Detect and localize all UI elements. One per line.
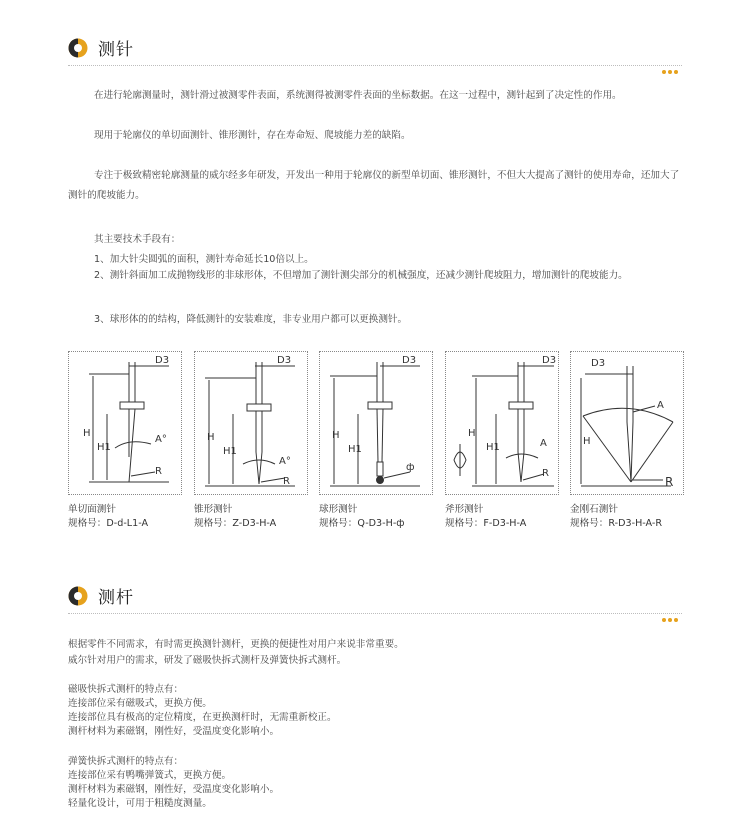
caption-name: 锥形测针 bbox=[194, 504, 233, 515]
magnetic-item: 连接部位具有极高的定位精度，在更换测杆时，无需重新校正。 bbox=[68, 712, 337, 723]
diagram-caption bbox=[319, 503, 405, 531]
section-divider bbox=[68, 65, 682, 66]
section-logo-icon bbox=[68, 38, 88, 58]
label-h: H bbox=[83, 428, 91, 439]
caption-name: 斧形测针 bbox=[445, 504, 484, 515]
label-r: R bbox=[542, 468, 549, 479]
rod-intro: 威尔针对用户的需求，研发了磁吸快拆式测杆及弹簧快拆式测杆。 bbox=[68, 655, 347, 666]
label-h: H bbox=[207, 432, 215, 443]
label-d3: D3 bbox=[542, 355, 557, 366]
spring-item: 连接部位采有鸭嘴弹簧式，更换方便。 bbox=[68, 770, 232, 781]
section-dots-icon bbox=[660, 607, 678, 626]
label-angle: A bbox=[540, 438, 547, 449]
spring-item: 轻量化设计，可用于粗糙度测量。 bbox=[68, 798, 212, 809]
section-dots-icon bbox=[660, 59, 678, 78]
caption-spec: 规格号：D-d-L1-A bbox=[68, 518, 149, 529]
label-h1: H1 bbox=[348, 444, 362, 455]
stylus-paragraph: 现用于轮廓仪的单切面测针、锥形测针，存在寿命短、爬坡能力差的缺陷。 bbox=[94, 130, 411, 141]
section-title: 测针 bbox=[98, 40, 134, 60]
label-h: H bbox=[583, 436, 591, 447]
label-h1: H1 bbox=[486, 442, 500, 453]
label-r: R bbox=[665, 475, 674, 489]
label-h1: H1 bbox=[97, 442, 111, 453]
label-angle: A bbox=[657, 400, 664, 411]
diagram-caption bbox=[68, 503, 148, 531]
label-r: R bbox=[155, 466, 162, 477]
section-logo-icon bbox=[68, 586, 88, 606]
stylus-paragraph: 在进行轮廓测量时，测针滑过被测零件表面，系统测得被测零件表面的坐标数据。在这一过程中，测针起到了决定性的作用。 bbox=[94, 90, 622, 101]
label-h: H bbox=[332, 430, 340, 441]
magnetic-item: 连接部位采有磁吸式，更换方便。 bbox=[68, 698, 212, 709]
tech-item: 3、球形体的的结构，降低测针的安装难度，非专业用户都可以更换测针。 bbox=[94, 314, 408, 325]
diagram-caption bbox=[194, 503, 276, 531]
spring-title: 弹簧快拆式测杆的特点有： bbox=[68, 756, 184, 767]
label-d3: D3 bbox=[277, 355, 292, 366]
tech-title: 其主要技术手段有： bbox=[94, 234, 181, 245]
label-h: H bbox=[468, 428, 476, 439]
label-angle: A° bbox=[155, 434, 167, 445]
caption-name: 单切面测针 bbox=[68, 504, 116, 515]
diagram-single-cut-stylus bbox=[68, 351, 182, 495]
magnetic-title: 磁吸快拆式测杆的特点有： bbox=[68, 684, 184, 695]
caption-spec: 规格号：Z-D3-H-A bbox=[194, 518, 277, 529]
tech-item: 2、测针斜面加工成抛物线形的非球形体，不但增加了测针测尖部分的机械强度，还减少测针爬坡阻力，增加测针的爬坡能力。 bbox=[94, 270, 628, 281]
diagram-cone-stylus bbox=[194, 351, 308, 495]
stylus-paragraph: 专注于极致精密轮廓测量的威尔经多年研发，开发出一种用于轮廓仪的新型单切面、锥形测针，不但大大提高了测针的使用寿命，还加大了测针的爬坡能力。 bbox=[68, 170, 680, 201]
caption-spec: 规格号：F-D3-H-A bbox=[445, 518, 527, 529]
diagram-diamond-stylus bbox=[570, 351, 684, 495]
section-title: 测杆 bbox=[98, 588, 134, 608]
magnetic-item: 测杆材料为素磁钢，刚性好，受温度变化影响小。 bbox=[68, 726, 280, 737]
diagram-ball-stylus bbox=[319, 351, 433, 495]
label-angle: A° bbox=[279, 456, 291, 467]
diagram-caption bbox=[570, 503, 662, 531]
diagram-caption bbox=[445, 503, 526, 531]
label-d3: D3 bbox=[591, 358, 606, 369]
section-header-rod bbox=[68, 582, 682, 622]
spring-item: 测杆材料为素磁钢，刚性好，受温度变化影响小。 bbox=[68, 784, 280, 795]
caption-spec: 规格号：Q-D3-H-ф bbox=[319, 518, 405, 529]
caption-name: 金刚石测针 bbox=[570, 504, 618, 515]
caption-spec: 规格号：R-D3-H-A-R bbox=[570, 518, 663, 529]
label-r: R bbox=[283, 476, 290, 487]
diagram-axe-stylus bbox=[445, 351, 559, 495]
rod-intro: 根据零件不同需求，有时需更换测针测杆，更换的便捷性对用户来说非常重要。 bbox=[68, 639, 404, 650]
label-d3: D3 bbox=[402, 355, 417, 366]
section-header-stylus bbox=[68, 34, 682, 74]
section-divider bbox=[68, 613, 682, 614]
label-d3: D3 bbox=[155, 355, 170, 366]
caption-name: 球形测针 bbox=[319, 504, 358, 515]
label-h1: H1 bbox=[223, 446, 237, 457]
label-phi: ф bbox=[406, 462, 415, 473]
tech-item: 1、加大针尖圆弧的面积，测针寿命延长10倍以上。 bbox=[94, 254, 314, 265]
